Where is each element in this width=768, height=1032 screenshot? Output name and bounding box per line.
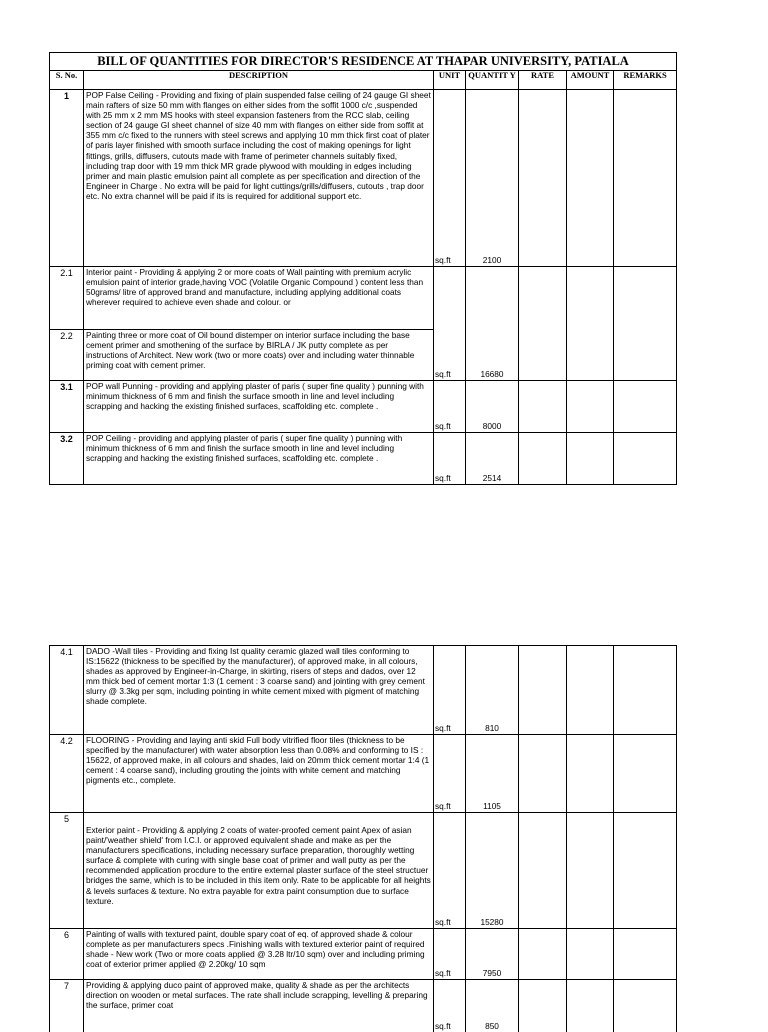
item-unit: sq.ft bbox=[434, 646, 466, 735]
item-description: Exterior paint - Providing & applying 2 coats of water-proofed cement paint Apex of asian paint/'weather shield' from I.C.I. or approved equivalent shade and make as per the manufacturers specifications, including necessary surface preparation, thoroughly wetting surface & complete with curing with single base coat of primer and wall putty as per the recommended application procdure to the entire external plaster surface of the steel structuer bridges the same, which is to be included in this item only. Rate to be applicable for all heights & levels surfaces & texture. No extra payable for extra paint consumption due to surface texture. bbox=[84, 813, 434, 929]
table-row bbox=[50, 813, 677, 929]
table-row bbox=[50, 381, 677, 433]
document-title: BILL OF QUANTITIES FOR DIRECTOR'S RESIDENCE AT THAPAR UNIVERSITY, PATIALA bbox=[50, 53, 677, 71]
item-quantity: 15280 bbox=[466, 813, 519, 929]
item-description: DADO -Wall tiles - Providing and fixing Ist quality ceramic glazed wall tiles conforming to IS:15622 (thickness to be specified by the manufacturer), of approved make, in all colours, shades as approved by Engineer-in-Charge, in skirting, risers of steps and dados, over 12 mm thick bed of cement mortar 1:3 (1 cement : 3 coarse sand) and jointing with grey cement slurry @ 3.3kg per sqm, including pointing in white cement mixed with pigment of matching shade complete. bbox=[84, 646, 434, 735]
table-row bbox=[50, 267, 677, 330]
item-rate-cell bbox=[519, 433, 567, 485]
item-rate-cell bbox=[519, 90, 567, 267]
item-description: Interior paint - Providing & applying 2 or more coats of Wall painting with premium acrylic emulsion paint of interior grade,having VOC (Volatile Organic Compound ) content less than 50grams/ litre of approved brand and manufacture, including applying additional coats wherever required to achieve even shade and colour. or bbox=[84, 267, 434, 330]
item-rate-cell bbox=[519, 735, 567, 813]
item-sno: 3.1 bbox=[50, 381, 84, 433]
item-remarks-cell bbox=[614, 433, 677, 485]
header-description: DESCRIPTION bbox=[84, 71, 434, 90]
item-rate-cell bbox=[519, 646, 567, 735]
item-quantity: 16680 bbox=[466, 267, 519, 381]
table-header-row bbox=[50, 71, 677, 90]
item-remarks-cell bbox=[614, 735, 677, 813]
item-rate-cell bbox=[519, 929, 567, 980]
item-sno: 5 bbox=[50, 813, 84, 929]
item-remarks-cell bbox=[614, 646, 677, 735]
table-row bbox=[50, 929, 677, 980]
header-remarks: REMARKS bbox=[614, 71, 677, 90]
item-remarks-cell bbox=[614, 929, 677, 980]
item-remarks-cell bbox=[614, 90, 677, 267]
header-unit: UNIT bbox=[434, 71, 466, 90]
item-unit: sq.ft bbox=[434, 90, 466, 267]
item-description: FLOORING - Providing and laying anti skid Full body vitrified floor tiles (thickness to be specified by the manufacturer) with water absorption less than 0.08% and conforming to IS : 15622, of approved make, in all colours and shades, laid on 20mm thick cement mortar 1:4 (1 cement : 4 coarse sand), including grouting the joints with white cement and matching pigments etc., complete. bbox=[84, 735, 434, 813]
item-sno: 2.2 bbox=[50, 330, 84, 381]
item-sno: 7 bbox=[50, 980, 84, 1032]
item-amount-cell bbox=[567, 267, 614, 381]
item-quantity: 810 bbox=[466, 646, 519, 735]
item-amount-cell bbox=[567, 90, 614, 267]
item-sno: 4.1 bbox=[50, 646, 84, 735]
item-quantity: 2100 bbox=[466, 90, 519, 267]
item-description: POP False Ceiling - Providing and fixing of plain suspended false ceiling of 24 gauge GI sheet main rafters of size 50 mm with flanges on either sides from the soffit 1000 c/c ,suspended with 25 mm x 2 mm MS hooks with steel expansion fasteners from the RCC slab, ceiling section of 24 gauge GI sheet channel of size 40 mm with flanges on either side from soffit at 355 mm c/c fixed to the runners with steel screws and applying 10 mm thick first coat of plater of paris layer finished with smooth surface including the cost of making openings for light fittings, grills, diffusers, cutouts made with frame of perimeter channels suitably fixed, including trap door with 19 mm thick MR grade plywood with moulding in edges including primer and main plastic emulsion paint all complete as per specification and direction of the Engineer in Charge . No extra will be paid for light cuttings/grills/diffusers, cutouts , trap door etc. No extra channel will be paid if its is required for additional support etc. bbox=[84, 90, 434, 267]
item-unit: sq.ft bbox=[434, 267, 466, 381]
item-sno: 6 bbox=[50, 929, 84, 980]
item-amount-cell bbox=[567, 929, 614, 980]
item-sno: 3.2 bbox=[50, 433, 84, 485]
item-remarks-cell bbox=[614, 267, 677, 381]
header-amount: AMOUNT bbox=[567, 71, 614, 90]
item-rate-cell bbox=[519, 381, 567, 433]
item-amount-cell bbox=[567, 433, 614, 485]
item-amount-cell bbox=[567, 813, 614, 929]
item-description: Painting three or more coat of Oil bound distemper on interior surface including the base cement primer and smothening of the surface by BIRLA / JK putty complete as per instructions of Architect. New work (two or more coats) over and including water thinnable priming coat with cement primer. bbox=[84, 330, 434, 381]
item-quantity: 7950 bbox=[466, 929, 519, 980]
item-unit: sq.ft bbox=[434, 735, 466, 813]
item-description: POP Ceiling - providing and applying plaster of paris ( super fine quality ) punning with minimum thickness of 6 mm and finish the surface smooth in line and level including scrapping and hacking the existing finished surfaces, scaffolding etc. complete . bbox=[84, 433, 434, 485]
item-sno: 4.2 bbox=[50, 735, 84, 813]
item-unit: sq.ft bbox=[434, 433, 466, 485]
boq-table-bottom bbox=[49, 645, 677, 1032]
item-quantity: 1105 bbox=[466, 735, 519, 813]
table-row bbox=[50, 90, 677, 267]
item-quantity: 2514 bbox=[466, 433, 519, 485]
item-unit: sq.ft bbox=[434, 980, 466, 1032]
item-rate-cell bbox=[519, 267, 567, 381]
item-description: Providing & applying duco paint of approved make, quality & shade as per the architects direction on wooden or metal surfaces. The rate shall include scrapping, levelling & preparing the surface, primer coat bbox=[84, 980, 434, 1032]
item-unit: sq.ft bbox=[434, 381, 466, 433]
item-quantity: 8000 bbox=[466, 381, 519, 433]
header-rate: RATE bbox=[519, 71, 567, 90]
item-quantity: 850 bbox=[466, 980, 519, 1032]
boq-table-top bbox=[49, 52, 677, 485]
item-rate-cell bbox=[519, 813, 567, 929]
item-description: Painting of walls with textured paint, double spary coat of eq. of approved shade & colour complete as per manufacturers specs .Finishing walls with textured exterior paint of required shade - New work (Two or more coats applied @ 3.28 ltr/10 sqm) over and including priming coat of exterior primer applied @ 2.20kg/ 10 sqm bbox=[84, 929, 434, 980]
item-remarks-cell bbox=[614, 813, 677, 929]
item-amount-cell bbox=[567, 381, 614, 433]
table-row bbox=[50, 646, 677, 735]
table-row bbox=[50, 433, 677, 485]
item-sno: 1 bbox=[50, 90, 84, 267]
table-row bbox=[50, 735, 677, 813]
item-sno: 2.1 bbox=[50, 267, 84, 330]
header-sno: S. No. bbox=[50, 71, 84, 90]
item-amount-cell bbox=[567, 735, 614, 813]
item-unit: sq.ft bbox=[434, 813, 466, 929]
item-amount-cell bbox=[567, 646, 614, 735]
header-quantity: QUANTIT Y bbox=[466, 71, 519, 90]
item-remarks-cell bbox=[614, 381, 677, 433]
item-unit: sq.ft bbox=[434, 929, 466, 980]
item-description: POP wall Punning - providing and applying plaster of paris ( super fine quality ) punning with minimum thickness of 6 mm and finish the surface smooth in line and level including scrapping and hacking the existing finished surfaces, scaffolding etc. complete . bbox=[84, 381, 434, 433]
